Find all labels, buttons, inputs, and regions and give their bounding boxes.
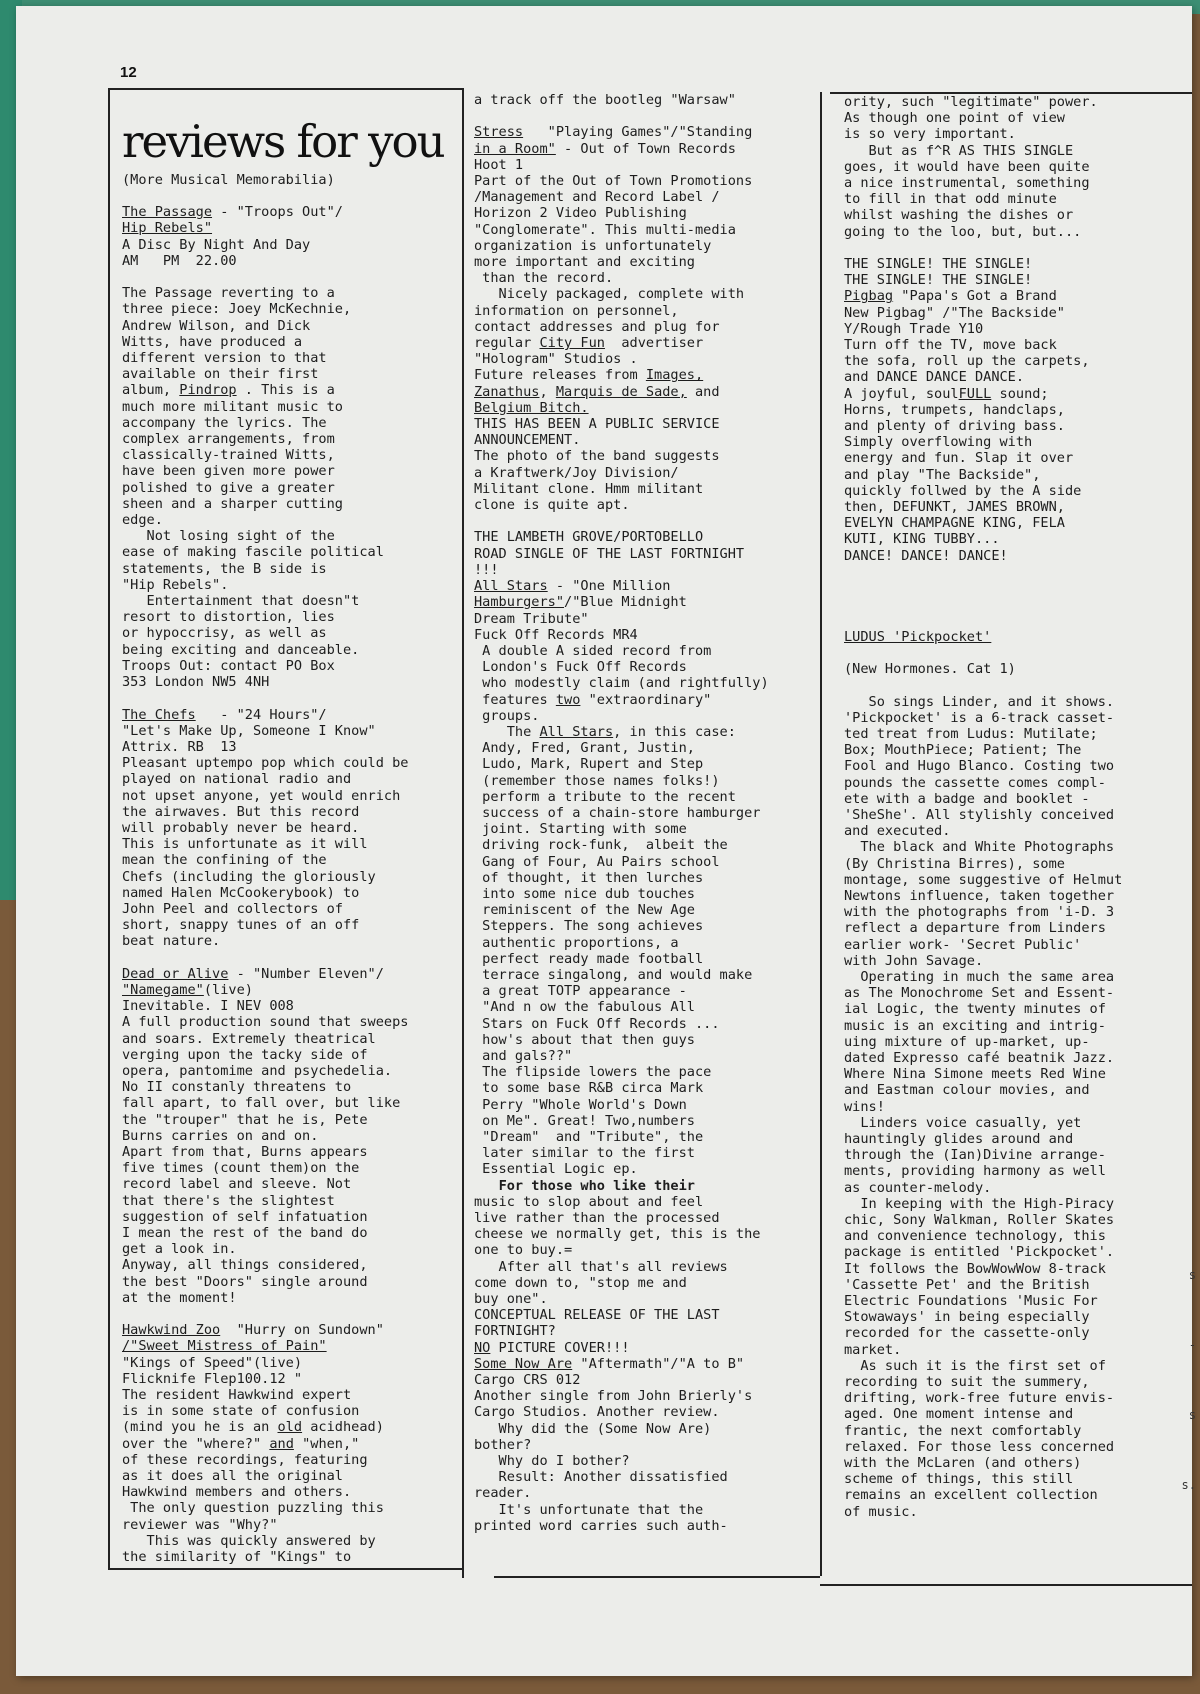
middle-line: ROAD SINGLE OF THE LAST FORTNIGHT	[474, 545, 745, 562]
right-line: then, DEFUNKT, JAMES BROWN,	[844, 499, 1065, 516]
middle-line: reminiscent of the New Age	[474, 902, 695, 919]
middle-line: come down to, "stop me and	[474, 1274, 687, 1291]
column-left-text	[122, 204, 462, 1564]
middle-line: Part of the Out of Town Promotions	[474, 173, 753, 190]
right-line: Stowaways' in being especially	[844, 1309, 1090, 1326]
right-line	[844, 564, 1184, 580]
middle-line	[474, 513, 820, 529]
left-line: resort to distortion, lies	[122, 609, 335, 626]
left-line: have been given more power	[122, 463, 335, 480]
middle-line: Perry "Whole World's Down	[474, 1096, 687, 1113]
left-line: beat nature.	[122, 933, 221, 950]
right-line: remains an excellent collection	[844, 1487, 1098, 1504]
left-line: available on their first	[122, 366, 319, 383]
left-line: Pleasant uptempo pop which could be	[122, 755, 409, 772]
right-line: with the photographs from 'i-D. 3	[844, 904, 1115, 921]
right-line: Electric Foundations 'Music For	[844, 1293, 1098, 1310]
left-line: record label and sleeve. Not	[122, 1176, 352, 1193]
middle-line: Cargo CRS 012	[474, 1372, 581, 1389]
left-line: Not losing sight of the	[122, 528, 335, 545]
right-line: KUTI, KING TUBBY...	[844, 531, 1000, 548]
left-line: ease of making fascile political	[122, 544, 384, 561]
middle-line: and gals??"	[474, 1047, 573, 1064]
middle-line: printed word carries such auth-	[474, 1517, 728, 1534]
middle-line: "Conglomerate". This multi-media	[474, 221, 736, 238]
left-line: The Passage - "Troops Out"/	[122, 204, 343, 221]
right-line: and Eastman colour movies, and	[844, 1082, 1090, 1099]
middle-line: The photo of the band suggests	[474, 448, 720, 465]
left-line: not upset anyone, yet would enrich	[122, 787, 401, 804]
margin-marks: s - s s.	[1181, 1268, 1196, 1492]
left-line: will probably never be heard.	[122, 819, 360, 836]
middle-line: /Management and Record Label /	[474, 189, 720, 206]
middle-line: "Hologram" Studios .	[474, 351, 638, 368]
left-line: at the moment!	[122, 1289, 237, 1306]
right-line: Box; MouthPiece; Patient; The	[844, 742, 1082, 759]
middle-line: FORTNIGHT?	[474, 1323, 556, 1340]
middle-line: regular City Fun advertiser	[474, 335, 704, 352]
right-line: energy and fun. Slap it over	[844, 450, 1074, 467]
middle-line: Cargo Studios. Another review.	[474, 1404, 720, 1421]
middle-line: more important and exciting	[474, 254, 695, 271]
right-line: and plenty of driving bass.	[844, 418, 1065, 435]
right-line: Turn off the TV, move back	[844, 337, 1057, 354]
middle-line: THE LAMBETH GROVE/PORTOBELLO	[474, 529, 704, 546]
right-line: 'Cassette Pet' and the British	[844, 1276, 1090, 1293]
left-line: sheen and a sharper cutting	[122, 495, 343, 512]
right-line: It follows the BowWowWow 8-track	[844, 1260, 1106, 1277]
right-line: whilst washing the dishes or	[844, 207, 1074, 224]
middle-line: on Me". Great! Two,numbers	[474, 1112, 695, 1129]
middle-line: Fuck Off Records MR4	[474, 626, 638, 643]
right-line: recording to suit the summery,	[844, 1374, 1090, 1391]
left-line: three piece: Joey McKechnie,	[122, 301, 352, 318]
right-line	[844, 596, 1184, 612]
middle-line: bother?	[474, 1436, 532, 1453]
left-line: classically-trained Witts,	[122, 447, 335, 464]
middle-line: ANNOUNCEMENT.	[474, 432, 581, 449]
left-line: the airwaves. But this record	[122, 803, 360, 820]
middle-line: The All Stars, in this case:	[474, 723, 736, 740]
right-line: Where Nina Simone meets Red Wine	[844, 1066, 1106, 1083]
middle-line: Nicely packaged, complete with	[474, 286, 745, 303]
left-line: the similarity of "Kings" to	[122, 1549, 352, 1564]
middle-line: one to buy.=	[474, 1242, 573, 1259]
left-line: fall apart, to fall over, but like	[122, 1095, 401, 1112]
right-line: relaxed. For those less concerned	[844, 1438, 1115, 1455]
right-line: reflect a departure from Linders	[844, 920, 1106, 937]
column-middle	[474, 92, 820, 1572]
middle-line: terrace singalong, and would make	[474, 966, 753, 983]
right-line: aged. One moment intense and	[844, 1406, 1074, 1423]
left-line: five times (count them)on the	[122, 1160, 360, 1177]
left-line: that there's the slightest	[122, 1192, 335, 1209]
right-line	[844, 677, 1184, 693]
right-line: as counter-melody.	[844, 1179, 992, 1196]
middle-line: authentic proportions, a	[474, 934, 679, 951]
middle-line: Gang of Four, Au Pairs school	[474, 853, 720, 870]
middle-line: than the record.	[474, 270, 614, 287]
middle-line: contact addresses and plug for	[474, 318, 720, 335]
right-line: music is an exciting and intrig-	[844, 1017, 1106, 1034]
left-line: over the "where?" and "when,"	[122, 1435, 360, 1452]
left-line: AM PM 22.00	[122, 252, 237, 269]
right-line: LUDUS 'Pickpocket'	[844, 628, 992, 645]
left-line: polished to give a greater	[122, 479, 335, 496]
left-line: The only question puzzling this	[122, 1500, 384, 1517]
left-line: much more militant music to	[122, 398, 343, 415]
right-line: montage, some suggestive of Helmut	[844, 871, 1123, 888]
right-line: going to the loo, but, but...	[844, 223, 1082, 240]
middle-line: clone is quite apt.	[474, 497, 630, 514]
left-line: A Disc By Night And Day	[122, 236, 311, 253]
masthead: reviews for you	[122, 118, 444, 168]
middle-line: "Dream" and "Tribute", the	[474, 1129, 704, 1145]
right-line: (New Hormones. Cat 1)	[844, 661, 1016, 678]
right-line: wins!	[844, 1098, 885, 1115]
middle-line: THIS HAS BEEN A PUBLIC SERVICE	[474, 416, 720, 433]
middle-line: Ludo, Mark, Rupert and Step	[474, 756, 704, 773]
left-line: "Kings of Speed"(live)	[122, 1354, 303, 1371]
right-line: But as f^R AS THIS SINGLE	[844, 142, 1074, 159]
left-line: reviewer was "Why?"	[122, 1516, 278, 1533]
left-line: verging upon the tacky side of	[122, 1046, 368, 1063]
left-line: Apart from that, Burns appears	[122, 1143, 368, 1160]
divider-1	[462, 88, 464, 1578]
middle-line: driving rock-funk, albeit the	[474, 837, 728, 854]
left-line: Entertainment that doesn"t	[122, 593, 360, 610]
right-line: As such it is the first set of	[844, 1357, 1106, 1374]
column-middle-text	[474, 92, 820, 1534]
middle-line: a track off the bootleg "Warsaw"	[474, 92, 736, 108]
right-line: package is entitled 'Pickpocket'.	[844, 1244, 1115, 1261]
right-line: Fool and Hugo Blanco. Costing two	[844, 758, 1115, 775]
right-line: THE SINGLE! THE SINGLE!	[844, 256, 1033, 273]
left-line	[122, 269, 462, 285]
left-line: "Hip Rebels".	[122, 576, 229, 593]
left-line: Witts, have produced a	[122, 333, 303, 350]
middle-line: All Stars - "One Million	[474, 578, 671, 595]
left-line: A full production sound that sweeps	[122, 1014, 409, 1031]
right-line: and play "The Backside",	[844, 466, 1041, 483]
right-line: scheme of things, this still	[844, 1471, 1074, 1488]
middle-line: "And n ow the fabulous All	[474, 999, 695, 1016]
left-line: is in some state of confusion	[122, 1403, 360, 1420]
right-line: and executed.	[844, 823, 951, 840]
left-line: Hawkwind members and others.	[122, 1484, 352, 1501]
column-right	[844, 94, 1184, 1580]
left-line: Attrix. RB 13	[122, 738, 237, 755]
middle-line: A double A sided record from	[474, 642, 712, 659]
right-line: the sofa, roll up the carpets,	[844, 353, 1090, 370]
left-line: Flicknife Flep100.12 "	[122, 1370, 303, 1387]
left-line: album, Pindrop . This is a	[122, 382, 335, 399]
middle-line: success of a chain-store hamburger	[474, 804, 761, 821]
middle-line: NO PICTURE COVER!!!	[474, 1339, 630, 1356]
middle-line: Stress "Playing Games"/"Standing	[474, 124, 753, 141]
column-right-text	[844, 94, 1184, 1520]
middle-line: Hamburgers"/"Blue Midnight	[474, 594, 687, 611]
frame-bottom-mid	[494, 1576, 820, 1578]
right-line: THE SINGLE! THE SINGLE!	[844, 272, 1033, 289]
left-line: Inevitable. I NEV 008	[122, 998, 294, 1015]
middle-line: organization is unfortunately	[474, 237, 712, 254]
middle-line: London's Fuck Off Records	[474, 659, 687, 676]
middle-line: Horizon 2 Video Publishing	[474, 205, 687, 222]
left-line: /"Sweet Mistress of Pain"	[122, 1338, 327, 1355]
right-line: As though one point of view	[844, 110, 1065, 127]
right-line: DANCE! DANCE! DANCE!	[844, 547, 1008, 564]
right-line: and DANCE DANCE DANCE.	[844, 369, 1025, 386]
right-line: with the McLaren (and others)	[844, 1455, 1082, 1472]
right-line: Linders voice casually, yet	[844, 1114, 1082, 1131]
right-line: A joyful, soulFULL sound;	[844, 385, 1049, 402]
middle-line: Steppers. The song achieves	[474, 918, 704, 935]
middle-line: The flipside lowers the pace	[474, 1064, 712, 1081]
left-line: John Peel and collectors of	[122, 900, 343, 917]
middle-line: of thought, it then lurches	[474, 869, 704, 886]
column-left	[122, 118, 462, 1564]
middle-line: Militant clone. Hmm militant	[474, 480, 704, 497]
left-line: Hawkwind Zoo "Hurry on Sundown"	[122, 1322, 384, 1339]
left-line: played on national radio and	[122, 771, 352, 788]
left-line	[122, 690, 462, 706]
right-line: pounds the cassette comes compl-	[844, 774, 1106, 791]
left-line: 353 London NW5 4NH	[122, 674, 270, 691]
middle-line: Another single from John Brierly's	[474, 1388, 753, 1405]
right-line: earlier work- 'Secret Public'	[844, 936, 1082, 953]
middle-line: in a Room" - Out of Town Records	[474, 140, 736, 157]
right-line: market.	[844, 1341, 902, 1358]
left-line: Burns carries on and on.	[122, 1127, 319, 1144]
left-line: The resident Hawkwind expert	[122, 1387, 352, 1404]
right-line: hauntingly glides around and	[844, 1131, 1074, 1147]
frame-bottom-right	[820, 1584, 1192, 1586]
left-line: Andrew Wilson, and Dick	[122, 317, 311, 334]
right-line: So sings Linder, and it shows.	[844, 693, 1115, 710]
middle-line: Future releases from Images,	[474, 367, 704, 384]
right-line: EVELYN CHAMPAGNE KING, FELA	[844, 515, 1065, 532]
right-line: ete with a badge and booklet -	[844, 790, 1090, 807]
left-line: complex arrangements, from	[122, 431, 335, 448]
divider-2	[820, 92, 822, 1576]
right-line: ments, providing harmony as well	[844, 1163, 1106, 1180]
right-line: recorded for the cassette-only	[844, 1325, 1090, 1342]
middle-line: Result: Another dissatisfied	[474, 1469, 728, 1486]
middle-line: Andy, Fred, Grant, Justin,	[474, 740, 695, 757]
middle-line: For those who like their	[498, 1177, 695, 1194]
right-line: is so very important.	[844, 126, 1016, 143]
left-line: accompany the lyrics. The	[122, 414, 327, 431]
right-line: drifting, work-free future envis-	[844, 1390, 1115, 1407]
middle-line: how's about that then guys	[474, 1031, 695, 1048]
right-line: frantic, the next comfortably	[844, 1422, 1082, 1439]
left-line: and soars. Extremely theatrical	[122, 1030, 376, 1047]
middle-line: groups.	[474, 707, 540, 724]
left-line: or hypoccrisy, as well as	[122, 625, 327, 642]
right-line: ted treat from Ludus: Mutilate;	[844, 725, 1098, 742]
frame-bottom-left	[108, 1568, 464, 1570]
left-line: the best "Doors" single around	[122, 1273, 368, 1290]
left-line: (mind you he is an old acidhead)	[122, 1419, 384, 1436]
left-line: short, snappy tunes of an off	[122, 917, 360, 934]
left-line: Anyway, all things considered,	[122, 1257, 368, 1274]
left-line	[122, 1306, 462, 1322]
right-line: goes, it would have been quite	[844, 158, 1090, 175]
right-line: Newtons influence, taken together	[844, 887, 1115, 904]
middle-line: Stars on Fuck Off Records ...	[474, 1015, 720, 1032]
frame-top-left	[108, 88, 464, 90]
right-line: Pigbag "Papa's Got a Brand	[844, 288, 1057, 305]
middle-line: !!!	[474, 561, 499, 578]
right-line	[844, 613, 1184, 629]
left-line: Dead or Alive - "Number Eleven"/	[122, 965, 384, 982]
middle-line: information on personnel,	[474, 302, 679, 319]
middle-line: perfect ready made football	[474, 950, 704, 967]
right-line	[844, 580, 1184, 596]
right-line: uing mixture of up-market, up-	[844, 1033, 1090, 1050]
left-line: Chefs (including the gloriously	[122, 868, 376, 885]
left-line: The Passage reverting to a	[122, 285, 335, 302]
middle-line: into some nice dub touches	[474, 885, 695, 902]
left-line: No II constanly threatens to	[122, 1079, 352, 1096]
right-line: The black and White Photographs	[844, 839, 1115, 856]
middle-line: to some base R&B circa Mark	[474, 1080, 704, 1097]
middle-line	[474, 108, 820, 124]
left-line: named Halen McCookerybook) to	[122, 884, 360, 901]
right-line: 'Pickpocket' is a 6-track casset-	[844, 709, 1115, 726]
left-line: opera, pantomime and psychedelia.	[122, 1062, 393, 1079]
right-line: a nice instrumental, something	[844, 175, 1090, 192]
left-line	[122, 950, 462, 966]
middle-line: later similar to the first	[474, 1145, 695, 1162]
right-line: with John Savage.	[844, 952, 984, 969]
middle-line: music to slop about and feel	[474, 1193, 704, 1210]
middle-line: CONCEPTUAL RELEASE OF THE LAST	[474, 1307, 720, 1324]
left-line: statements, the B side is	[122, 560, 327, 577]
middle-line: perform a tribute to the recent	[474, 788, 736, 805]
middle-line: Some Now Are "Aftermath"/"A to B"	[474, 1355, 745, 1372]
middle-line: Why did the (Some Now Are)	[474, 1420, 712, 1437]
middle-line: Hoot 1	[474, 156, 524, 173]
right-line: In keeping with the High-Piracy	[844, 1195, 1115, 1212]
left-line: The Chefs - "24 Hours"/	[122, 706, 327, 723]
right-line: ial Logic, the twenty minutes of	[844, 1001, 1106, 1018]
right-line: quickly follwed by the A side	[844, 482, 1082, 499]
right-line: Y/Rough Trade Y10	[844, 320, 984, 337]
right-line: Horns, trumpets, handclaps,	[844, 401, 1065, 418]
middle-line: joint. Starting with some	[474, 821, 687, 838]
middle-line: a great TOTP appearance -	[474, 983, 687, 1000]
right-line: New Pigbag" /"The Backside"	[844, 304, 1065, 321]
right-line: to fill in that odd minute	[844, 191, 1057, 208]
left-line: get a look in.	[122, 1241, 237, 1258]
right-line: and convenience technology, this	[844, 1228, 1106, 1245]
right-line: Simply overflowing with	[844, 434, 1033, 451]
left-line: Troops Out: contact PO Box	[122, 657, 335, 674]
left-line: suggestion of self infatuation	[122, 1208, 368, 1225]
frame-left	[108, 88, 110, 1568]
left-line: Hip Rebels"	[122, 220, 213, 237]
middle-line: It's unfortunate that the	[474, 1501, 704, 1518]
middle-line: cheese we normally get, this is the	[474, 1226, 761, 1243]
subtitle: (More Musical Memorabilia)	[122, 172, 335, 188]
left-line: "Let's Make Up, Someone I Know"	[122, 722, 376, 739]
middle-line: Dream Tribute"	[474, 610, 589, 627]
middle-line: After all that's all reviews	[474, 1258, 728, 1275]
right-line: chic, Sony Walkman, Roller Skates	[844, 1212, 1115, 1229]
middle-line: Why do I bother?	[474, 1453, 630, 1470]
page-number: 12	[120, 64, 137, 81]
middle-line: Essential Logic ep.	[474, 1161, 638, 1178]
right-line: as The Monochrome Set and Essent-	[844, 985, 1115, 1002]
middle-line: (remember those names folks!)	[474, 772, 720, 789]
left-line: I mean the rest of the band do	[122, 1225, 368, 1241]
middle-line: Belgium Bitch.	[474, 399, 589, 416]
left-line: different version to that	[122, 350, 327, 367]
left-line: the "trouper" that he is, Pete	[122, 1111, 368, 1128]
right-line: dated Expresso café beatnik Jazz.	[844, 1049, 1115, 1066]
right-line	[844, 240, 1184, 256]
middle-line: who modestly claim (and rightfully)	[474, 675, 769, 692]
middle-line: a Kraftwerk/Joy Division/	[474, 464, 679, 481]
right-line: of music.	[844, 1503, 918, 1520]
left-line: edge.	[122, 512, 163, 529]
middle-line: live rather than the processed	[474, 1210, 720, 1227]
right-line	[844, 645, 1184, 661]
middle-line: buy one".	[474, 1291, 548, 1308]
right-line: 'SheShe'. All stylishly conceived	[844, 806, 1115, 823]
right-line: ority, such "legitimate" power.	[844, 94, 1098, 110]
left-line: of these recordings, featuring	[122, 1451, 368, 1468]
right-line: Operating in much the same area	[844, 968, 1115, 985]
right-line: (By Christina Birres), some	[844, 855, 1065, 872]
left-line: mean the confining of the	[122, 852, 327, 869]
middle-line: Zanathus, Marquis de Sade, and	[474, 383, 720, 400]
right-line: through the (Ian)Divine arrange-	[844, 1147, 1106, 1164]
left-line: "Namegame"(live)	[122, 981, 253, 998]
middle-line: features two "extraordinary"	[474, 691, 712, 708]
middle-line: reader.	[474, 1485, 532, 1502]
left-line: being exciting and danceable.	[122, 641, 360, 658]
left-line: This was quickly answered by	[122, 1532, 376, 1549]
left-line: as it does all the original	[122, 1468, 343, 1485]
left-line: This is unfortunate as it will	[122, 836, 368, 853]
